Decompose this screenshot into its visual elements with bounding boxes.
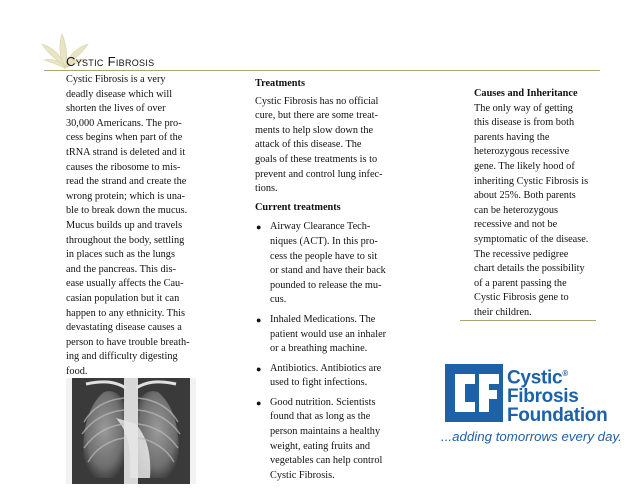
intro-line: tRNA strand is deleted and it xyxy=(66,146,186,158)
list-item-line: cess the people have to sit xyxy=(270,250,378,262)
treatments-paragraph xyxy=(255,95,415,197)
inheritance-line: The recessive pedigree xyxy=(474,248,569,260)
list-item xyxy=(255,362,415,391)
paragraph-line: ments to help slow down the xyxy=(255,124,374,136)
list-item-line: found that as long as the xyxy=(270,411,371,423)
list-item-line: pounded to release the mu- xyxy=(270,279,382,291)
intro-column xyxy=(66,73,198,379)
list-item xyxy=(255,396,415,484)
inheritance-line: of a parent passing the xyxy=(474,277,567,289)
intro-line: ease usually affects the Cau- xyxy=(66,278,184,290)
intro-line: 30,000 Americans. The pro- xyxy=(66,117,182,129)
list-item-line: vegetables can help control xyxy=(270,455,383,467)
intro-line: and the pancreas. This dis- xyxy=(66,263,176,275)
inheritance-line: chart details the possibility xyxy=(474,263,585,275)
intro-line: shorten the lives of over xyxy=(66,103,166,115)
paragraph-line: attack of this disease. The xyxy=(255,139,362,151)
paragraph-line: tions. xyxy=(255,183,278,195)
logo-wordmark xyxy=(507,364,607,425)
inheritance-column xyxy=(474,87,602,321)
bullet-icon: ● xyxy=(256,397,262,408)
inheritance-divider xyxy=(460,320,596,321)
intro-line: wrong protein; which is una- xyxy=(66,190,185,202)
list-item-line: or stand and have their back xyxy=(270,265,386,277)
list-item xyxy=(255,220,415,308)
paragraph-line: goals of these treatments is to xyxy=(255,153,378,165)
inheritance-line: Cystic Fibrosis gene to xyxy=(474,292,569,304)
inheritance-line: can be heterozygous xyxy=(474,204,559,216)
intro-line: casian population but it can xyxy=(66,292,180,304)
bullet-icon: ● xyxy=(256,314,262,325)
inheritance-line: gene. The likely hood of xyxy=(474,160,575,172)
inheritance-line: The only way of getting xyxy=(474,102,573,114)
bullet-icon: ● xyxy=(256,222,262,233)
inheritance-line: recessive and not be xyxy=(474,219,558,231)
intro-line: throughout the body, settling xyxy=(66,234,185,246)
list-item-line: Antibiotics. Antibiotics are xyxy=(270,362,382,374)
list-item xyxy=(255,313,415,357)
list-item-line: Cystic Fibrosis. xyxy=(270,469,335,481)
logo-line-1: Cystic xyxy=(507,367,563,389)
list-item-line: Inhaled Medications. The xyxy=(270,313,376,325)
logo-line-3: Foundation xyxy=(507,405,608,427)
list-item-line: or a breathing machine. xyxy=(270,343,368,355)
treatments-heading: Treatments xyxy=(255,78,305,89)
intro-line: deadly disease which will xyxy=(66,88,173,100)
logo-line-2: Fibrosis xyxy=(507,386,579,408)
list-item-line: cus. xyxy=(270,294,287,306)
intro-line: ble to break down the mucus. xyxy=(66,205,188,217)
list-item-line: Airway Clearance Tech- xyxy=(270,221,371,233)
inheritance-line: parents having the xyxy=(474,131,550,143)
page-title: Cystic Fibrosis xyxy=(66,54,155,69)
list-item-line: person maintains a healthy xyxy=(270,426,381,438)
cf-logo-mark-icon xyxy=(445,364,503,422)
paragraph-line: Cystic Fibrosis has no official xyxy=(255,95,379,107)
inheritance-line: this disease is from both xyxy=(474,117,575,129)
inheritance-line: about 25%. Both parents xyxy=(474,190,576,202)
list-item-line: niques (ACT). In this pro- xyxy=(270,235,378,247)
intro-line: causes the ribosome to mis- xyxy=(66,161,181,173)
bullet-icon: ● xyxy=(256,363,262,374)
inheritance-line: heterozygous recessive xyxy=(474,146,570,158)
intro-line: happen to any ethnicity. This xyxy=(66,307,185,319)
intro-line: devastating disease causes a xyxy=(66,322,182,334)
trademark-mark: ® xyxy=(562,369,568,378)
intro-line: food. xyxy=(66,365,88,377)
list-item-line: weight, eating fruits and xyxy=(270,440,371,452)
intro-line: ing and difficulty digesting xyxy=(66,351,178,363)
list-item-line: used to fight infections. xyxy=(270,377,368,389)
intro-line: cess begins when part of the xyxy=(66,132,183,144)
inheritance-line: their children. xyxy=(474,306,532,318)
intro-line: in places such as the lungs xyxy=(66,249,175,261)
intro-line: read the strand and create the xyxy=(66,176,187,188)
intro-line: Mucus builds up and travels xyxy=(66,219,183,231)
treatments-list xyxy=(255,220,415,483)
inheritance-line: inheriting Cystic Fibrosis is xyxy=(474,175,589,187)
paragraph-line: prevent and control lung infec- xyxy=(255,168,383,180)
intro-line: person to have trouble breath- xyxy=(66,336,190,348)
paragraph-line: cure, but there are some treat- xyxy=(255,110,378,122)
logo-tagline: ...adding tomorrows every day. xyxy=(441,429,622,444)
inheritance-line: symptomatic of the disease. xyxy=(474,233,589,245)
treatments-column xyxy=(255,76,415,488)
inheritance-heading: Causes and Inheritance xyxy=(474,88,578,99)
header-divider xyxy=(44,70,600,71)
chest-xray-image xyxy=(66,378,196,484)
list-item-line: patient would use an inhaler xyxy=(270,328,387,340)
current-treatments-heading: Current treatments xyxy=(255,201,341,213)
list-item-line: Good nutrition. Scientists xyxy=(270,396,376,408)
intro-line: Cystic Fibrosis is a very xyxy=(66,74,166,85)
